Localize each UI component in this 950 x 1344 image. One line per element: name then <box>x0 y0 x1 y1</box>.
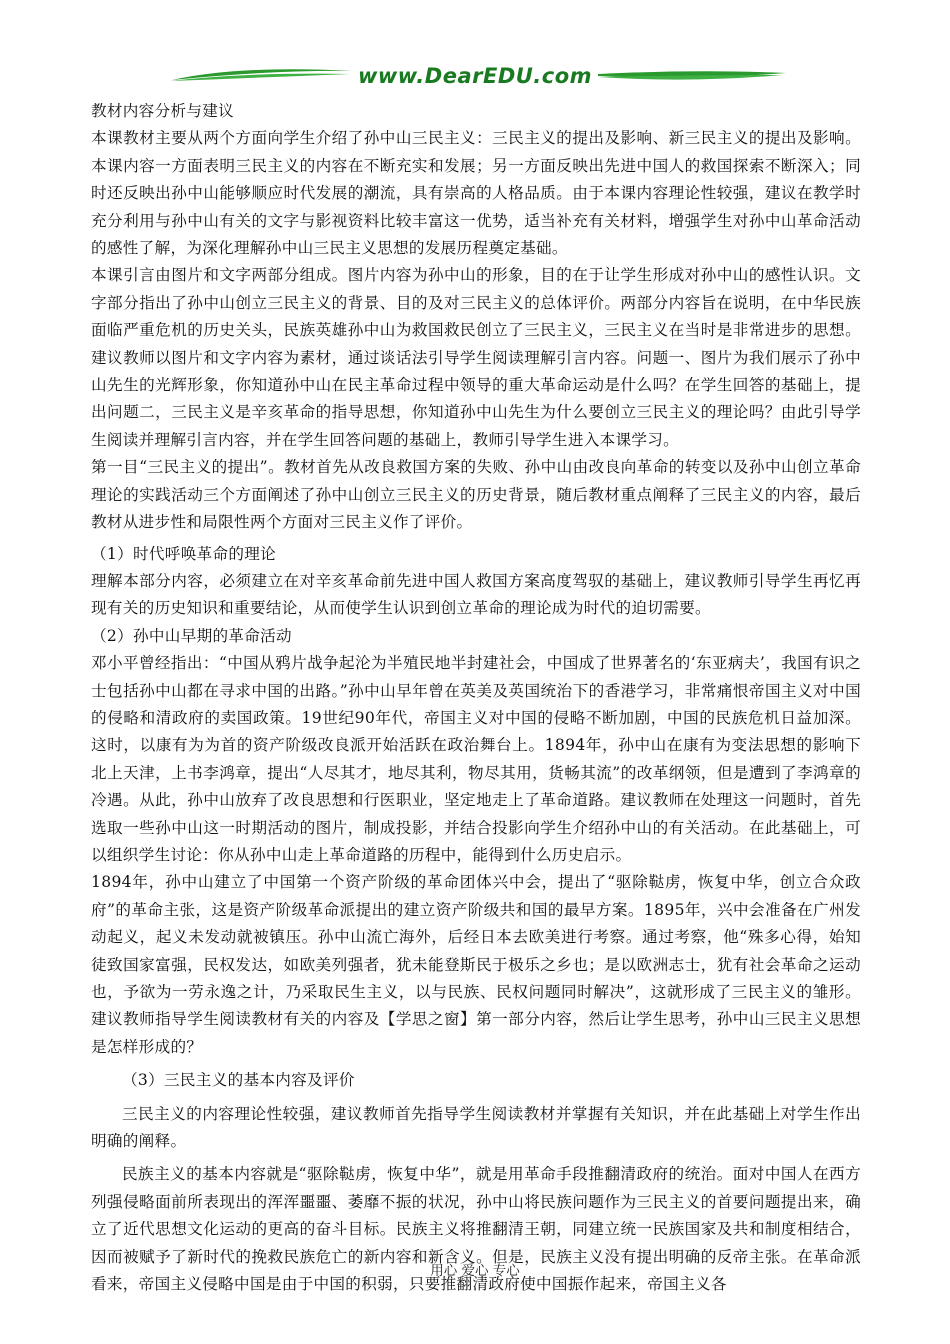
paragraph: 1894年，孙中山建立了中国第一个资产阶级的革命团体兴中会，提出了“驱除鞑虏，恢复中华，创立合众政府”的革命主张，这是资产阶级革命派提出的建立资产阶级共和国的最早方案。1895年，兴中会准备在广州发动起义，起义未发动就被镇压。孙中山流亡海外，后经日本去欧美进行考察。通过考察，他“殊多心得，始知徒致国家富强，民权发达，如欧美列强者，犹未能登斯民于极乐之乡也；是以欧洲志士，犹有社会革命之运动也，予欲为一劳永逸之计，乃采取民生主义，以与民族、民权问题同时解决”，这就形成了三民主义的雏形。建议教师指导学生阅读教材有关的内容及【学思之窗】第一部分内容，然后让学生思考，孙中山三民主义思想是怎样形成的？ <box>91 873 861 1056</box>
header-banner <box>0 56 950 96</box>
paragraph: 理解本部分内容，必须建立在对辛亥革命前先进中国人救国方案高度驾驭的基础上，建议教师引导学生再忆再现有关的历史知识和重要结论，从而使学生认识到创立革命的理论成为时代的迫切需要。 <box>91 571 861 618</box>
paragraph: 本课引言由图片和文字两部分组成。图片内容为孙中山的形象，目的在于让学生形成对孙中山的感性认识。文字部分指出了孙中山创立三民主义的背景、目的及对三民主义的总体评价。两部分内容旨在说明，在中华民族面临严重危机的历史关头，民族英雄孙中山为救国救民创立了三民主义，三民主义在当时是非常进步的思想。建议教师以图片和文字内容为素材，通过谈话法引导学生阅读理解引言内容。问题一、图片为我们展示了孙中山先生的光辉形象，你知道孙中山在民主革命过程中领导的重大革命运动是什么吗？在学生回答的基础上，提出问题二，三民主义是辛亥革命的指导思想，你知道孙中山先生为什么要创立三民主义的理论吗？由此引导学生阅读并理解引言内容，并在学生回答问题的基础上，教师引导学生进入本课学习。 <box>91 266 861 449</box>
paragraph: 民族主义的基本内容就是“驱除鞑虏，恢复中华”，就是用革命手段推翻清政府的统治。面对中国人在西方列强侵略面前所表现出的浑浑噩噩、萎靡不振的状况，孙中山将民族问题作为三民主义的首要问题提出来，确立了近代思想文化运动的更高的奋斗目标。民族主义将推翻清王朝，同建立统一民族国家及共和制度相结合，因而被赋予了新时代的挽救民族危亡的新内容和新含义。但是，民族主义没有提出明确的反帝主张。在革命派看来，帝国主义侵略中国是由于中国的积弱，只要推翻清政府使中国振作起来，帝国主义各 <box>91 1165 861 1294</box>
paragraph: 第一目“三民主义的提出”。教材首先从改良救国方案的失败、孙中山由改良向革命的转变以及孙中山创立革命理论的实践活动三个方面阐述了孙中山创立三民主义的历史背景，随后教材重点阐释了三民主义的内容，最后教材从进步性和局限性两个方面对三民主义作了评价。 <box>91 458 861 532</box>
document-body <box>91 98 861 1298</box>
section-heading: （1）时代呼唤革命的理论 <box>91 544 277 563</box>
section-heading: （3）三民主义的基本内容及评价 <box>122 1071 355 1090</box>
site-logo: www.DearEDU.com <box>357 64 593 88</box>
paragraph: 本课教材主要从两个方面向学生介绍了孙中山三民主义：三民主义的提出及影响、新三民主义的提出及影响。本课内容一方面表明三民主义的内容在不断充实和发展；另一方面反映出先进中国人的救国探索不断深入；同时还反映出孙中山能够顺应时代发展的潮流，具有崇高的人格品质。由于本课内容理论性较强，建议在教学时充分利用与孙中山有关的文字与影视资料比较丰富这一优势，适当补充有关材料，增强学生对孙中山革命活动的感性了解，为深化理解孙中山三民主义思想的发展历程奠定基础。 <box>91 129 861 258</box>
section-heading: （2）孙中山早期的革命活动 <box>91 626 292 645</box>
document-title: 教材内容分析与建议 <box>91 102 235 120</box>
paragraph: 三民主义的内容理论性较强，建议教师首先指导学生阅读教材并掌握有关知识，并在此基础上对学生作出明确的阐释。 <box>91 1104 861 1151</box>
paragraph: 邓小平曾经指出：“中国从鸦片战争起沦为半殖民地半封建社会，中国成了世界著名的‘东亚病夫’，我国有识之士包括孙中山都在寻求中国的出路。”孙中山早年曾在英美及英国统治下的香港学习，非常痛恨帝国主义对中国的侵略和清政府的卖国政策。19世纪90年代，帝国主义对中国的侵略不断加剧，中国的民族危机日益加深。这时，以康有为为首的资产阶级改良派开始活跃在政治舞台上。1894年，孙中山在康有为变法思想的影响下北上天津，上书李鸿章，提出“人尽其才，地尽其利，物尽其用，货畅其流”的改革纲领，但是遭到了李鸿章的冷遇。从此，孙中山放弃了改良思想和行医职业，坚定地走上了革命道路。建议教师在处理这一问题时，首先选取一些孙中山这一时期活动的图片，制成投影，并结合投影向学生介绍孙中山的有关活动。在此基础上，可以组织学生讨论：你从孙中山走上革命道路的历程中，能得到什么历史启示。 <box>91 654 861 864</box>
page-footer: 用心 爱心 专心 <box>430 1263 520 1279</box>
